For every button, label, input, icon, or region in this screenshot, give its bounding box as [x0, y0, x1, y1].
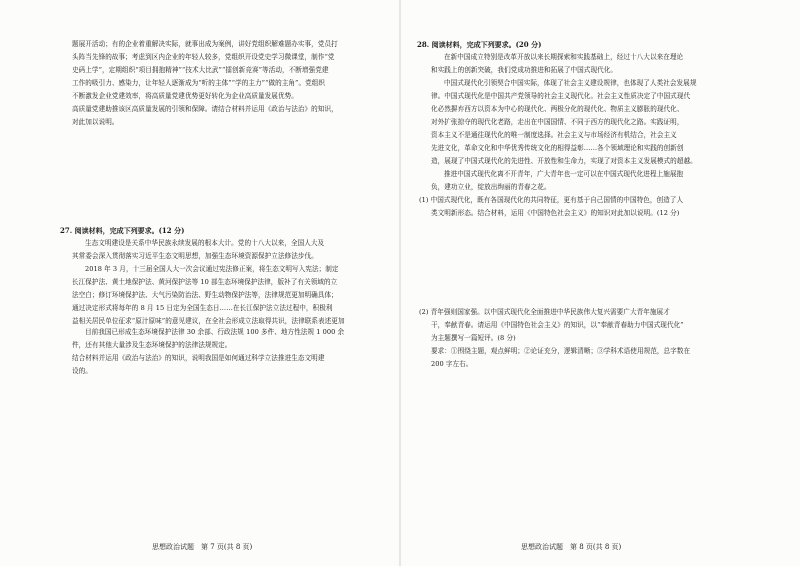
material-line: 益相关居民单位征求“原汁原味”的意见建议，在全社会形成立法取得共识，法律联系表述更加: [72, 317, 345, 325]
sub-question-1: (1) 中国式现代化，既有各国现代化的共同特征，更有基于自己国情的中国特色，创造了人: [419, 196, 684, 204]
exam-page-7: [0, 0, 399, 566]
question-27-heading: 27. 阅读材料，完成下列要求。(12 分): [60, 226, 185, 235]
material-line: 目前我国已形成生态环境保护法律 30 余部、行政法规 100 多件、地方性法规 1 000 余: [85, 328, 345, 336]
page-footer: 思想政治试题 第 7 页(共 8 页): [152, 543, 253, 551]
material-line: 造，展现了中国式现代化的先进性、开放性和生命力，实现了对资本主义发展模式的超越。: [431, 157, 697, 165]
task-line: 结合材料并运用《政治与法治》的知识，说明我国是如何通过科学立法推进生态文明建: [72, 354, 325, 362]
material-line: 史码上学”，定期组织“项目拥抱精神”“技术大比武”“擂创新竞赛”等活动，不断增强党建: [72, 66, 329, 74]
task-line: 高质量党建助推该区高质量发展的引领和保障。请结合材料并运用《政治与法治》的知识，: [72, 105, 338, 113]
material-line: 生态文明建设是关系中华民族永续发展的根本大计。党的十八大以来，全国人大及: [85, 239, 325, 247]
question-28-heading: 28. 阅读材料，完成下列要求。(20 分): [417, 40, 542, 49]
sub-question-2-requirements: 要求：①围绕主题，观点鲜明；②论证充分，逻辑清晰；③学科术语使用规范，总字数在: [431, 347, 691, 355]
sub-question-2-cont: 为主题撰写一篇短评。(8 分): [431, 334, 516, 342]
material-line: 资本主义不是通往现代化的唯一制度选择。社会主义与市场经济有机结合，社会主义: [431, 131, 677, 139]
material-line: 负，建功立业，绽放出绚丽的青春之花。: [431, 183, 551, 191]
task-line: 设的。: [72, 367, 92, 375]
material-line: 2018 年 3 月，十三届全国人大一次会议通过宪法修正案，将生态文明写入宪法；制定: [85, 265, 339, 273]
material-line: 头阵当先锋的故事；考虑到区内企业的年轻人较多，党组织开设党史学习微课堂，制作“党: [72, 53, 335, 61]
task-line: 对此加以说明。: [72, 118, 119, 126]
material-line: 长江保护法、黄土地保护法、黄河保护法等 10 部生态环境保护法律，版补了有关领域的立: [72, 278, 338, 286]
material-line: 在新中国成立特别是改革开放以来长期探索和实践基础上，经过十八大以来在理论: [444, 53, 684, 61]
question-27-material-end: [72, 326, 390, 378]
material-line: 推进中国式现代化离不开青年，广大青年也一定可以在中国式现代化进程上施展抱: [444, 170, 684, 178]
material-line: 律。中国式现代化是中国共产党领导的社会主义现代化。社会主义性质决定了中国式现代: [431, 92, 691, 100]
material-line: 化必然摒弃西方以资本为中心的现代化、两极分化的现代化、物质主义膨胀的现代化、: [431, 105, 684, 113]
question-28-part-2: [419, 306, 789, 371]
material-line: 其常委会深入贯彻落实习近平生态文明思想，加强生态环境资源保护立法修法步伐。: [72, 252, 318, 260]
material-line: 题展开活动；有的企业着重解决实际，就事出成为案例，讲好党组织解难题办实事，党员打: [72, 40, 338, 48]
question-26-material-continued: [72, 38, 390, 129]
exam-page-8: [401, 0, 800, 566]
question-28: [417, 38, 789, 220]
question-27: [60, 224, 390, 328]
material-line: 工作的吸引力、感染力，让年轻人逐渐成为“听的主体”“学的主力”“做的主角”。党组织: [72, 79, 326, 87]
sub-question-2-cont: 干，奉献青春。请运用《中国特色社会主义》的知识，以“奉献青春助力中国式现代化”: [431, 321, 684, 329]
material-line: 不断激发企业党建效率，将高质量党建优势更好转化为企业高质量发展优势。: [72, 92, 298, 100]
material-line: 对外扩张掠夺的现代化老路，走出在中国国情、不同于西方的现代化之路。实践证明，: [431, 118, 684, 126]
sub-question-1-cont: 类文明新形态。结合材料，运用《中国特色社会主义》的知识对此加以说明。(12 分): [431, 209, 680, 217]
material-line: 通过决定形式将每年的 8 月 15 日定为全国生态日……在长江保护法立法过程中，积极利: [72, 304, 333, 312]
material-line: 法空白；修订环境保护法、大气污染防治法、野生动物保护法等，法律规范更加明确具体；: [72, 291, 338, 299]
material-line: 件，还有其他大量涉及生态环境保护的法律法规规定。: [72, 341, 232, 349]
sub-question-2-requirements: 200 字左右。: [431, 360, 473, 368]
page-footer: 思想政治试题 第 8 页(共 8 页): [521, 543, 622, 551]
material-line: 中国式现代化引领契合中国实际，体现了社会主义建设规律，也体现了人类社会发展规: [444, 79, 697, 87]
material-line: 和实践上的创新突破，我们党成功推进和拓展了中国式现代化。: [431, 66, 618, 74]
sub-question-2: (2) 青年强则国家强。以中国式现代化全面推进中华民族伟大复兴需要广大青年施展才: [419, 308, 670, 316]
material-line: 先进文化，革命文化和中华优秀传统文化的相得益彰……各个领域理论和实践的创新创: [431, 144, 684, 152]
